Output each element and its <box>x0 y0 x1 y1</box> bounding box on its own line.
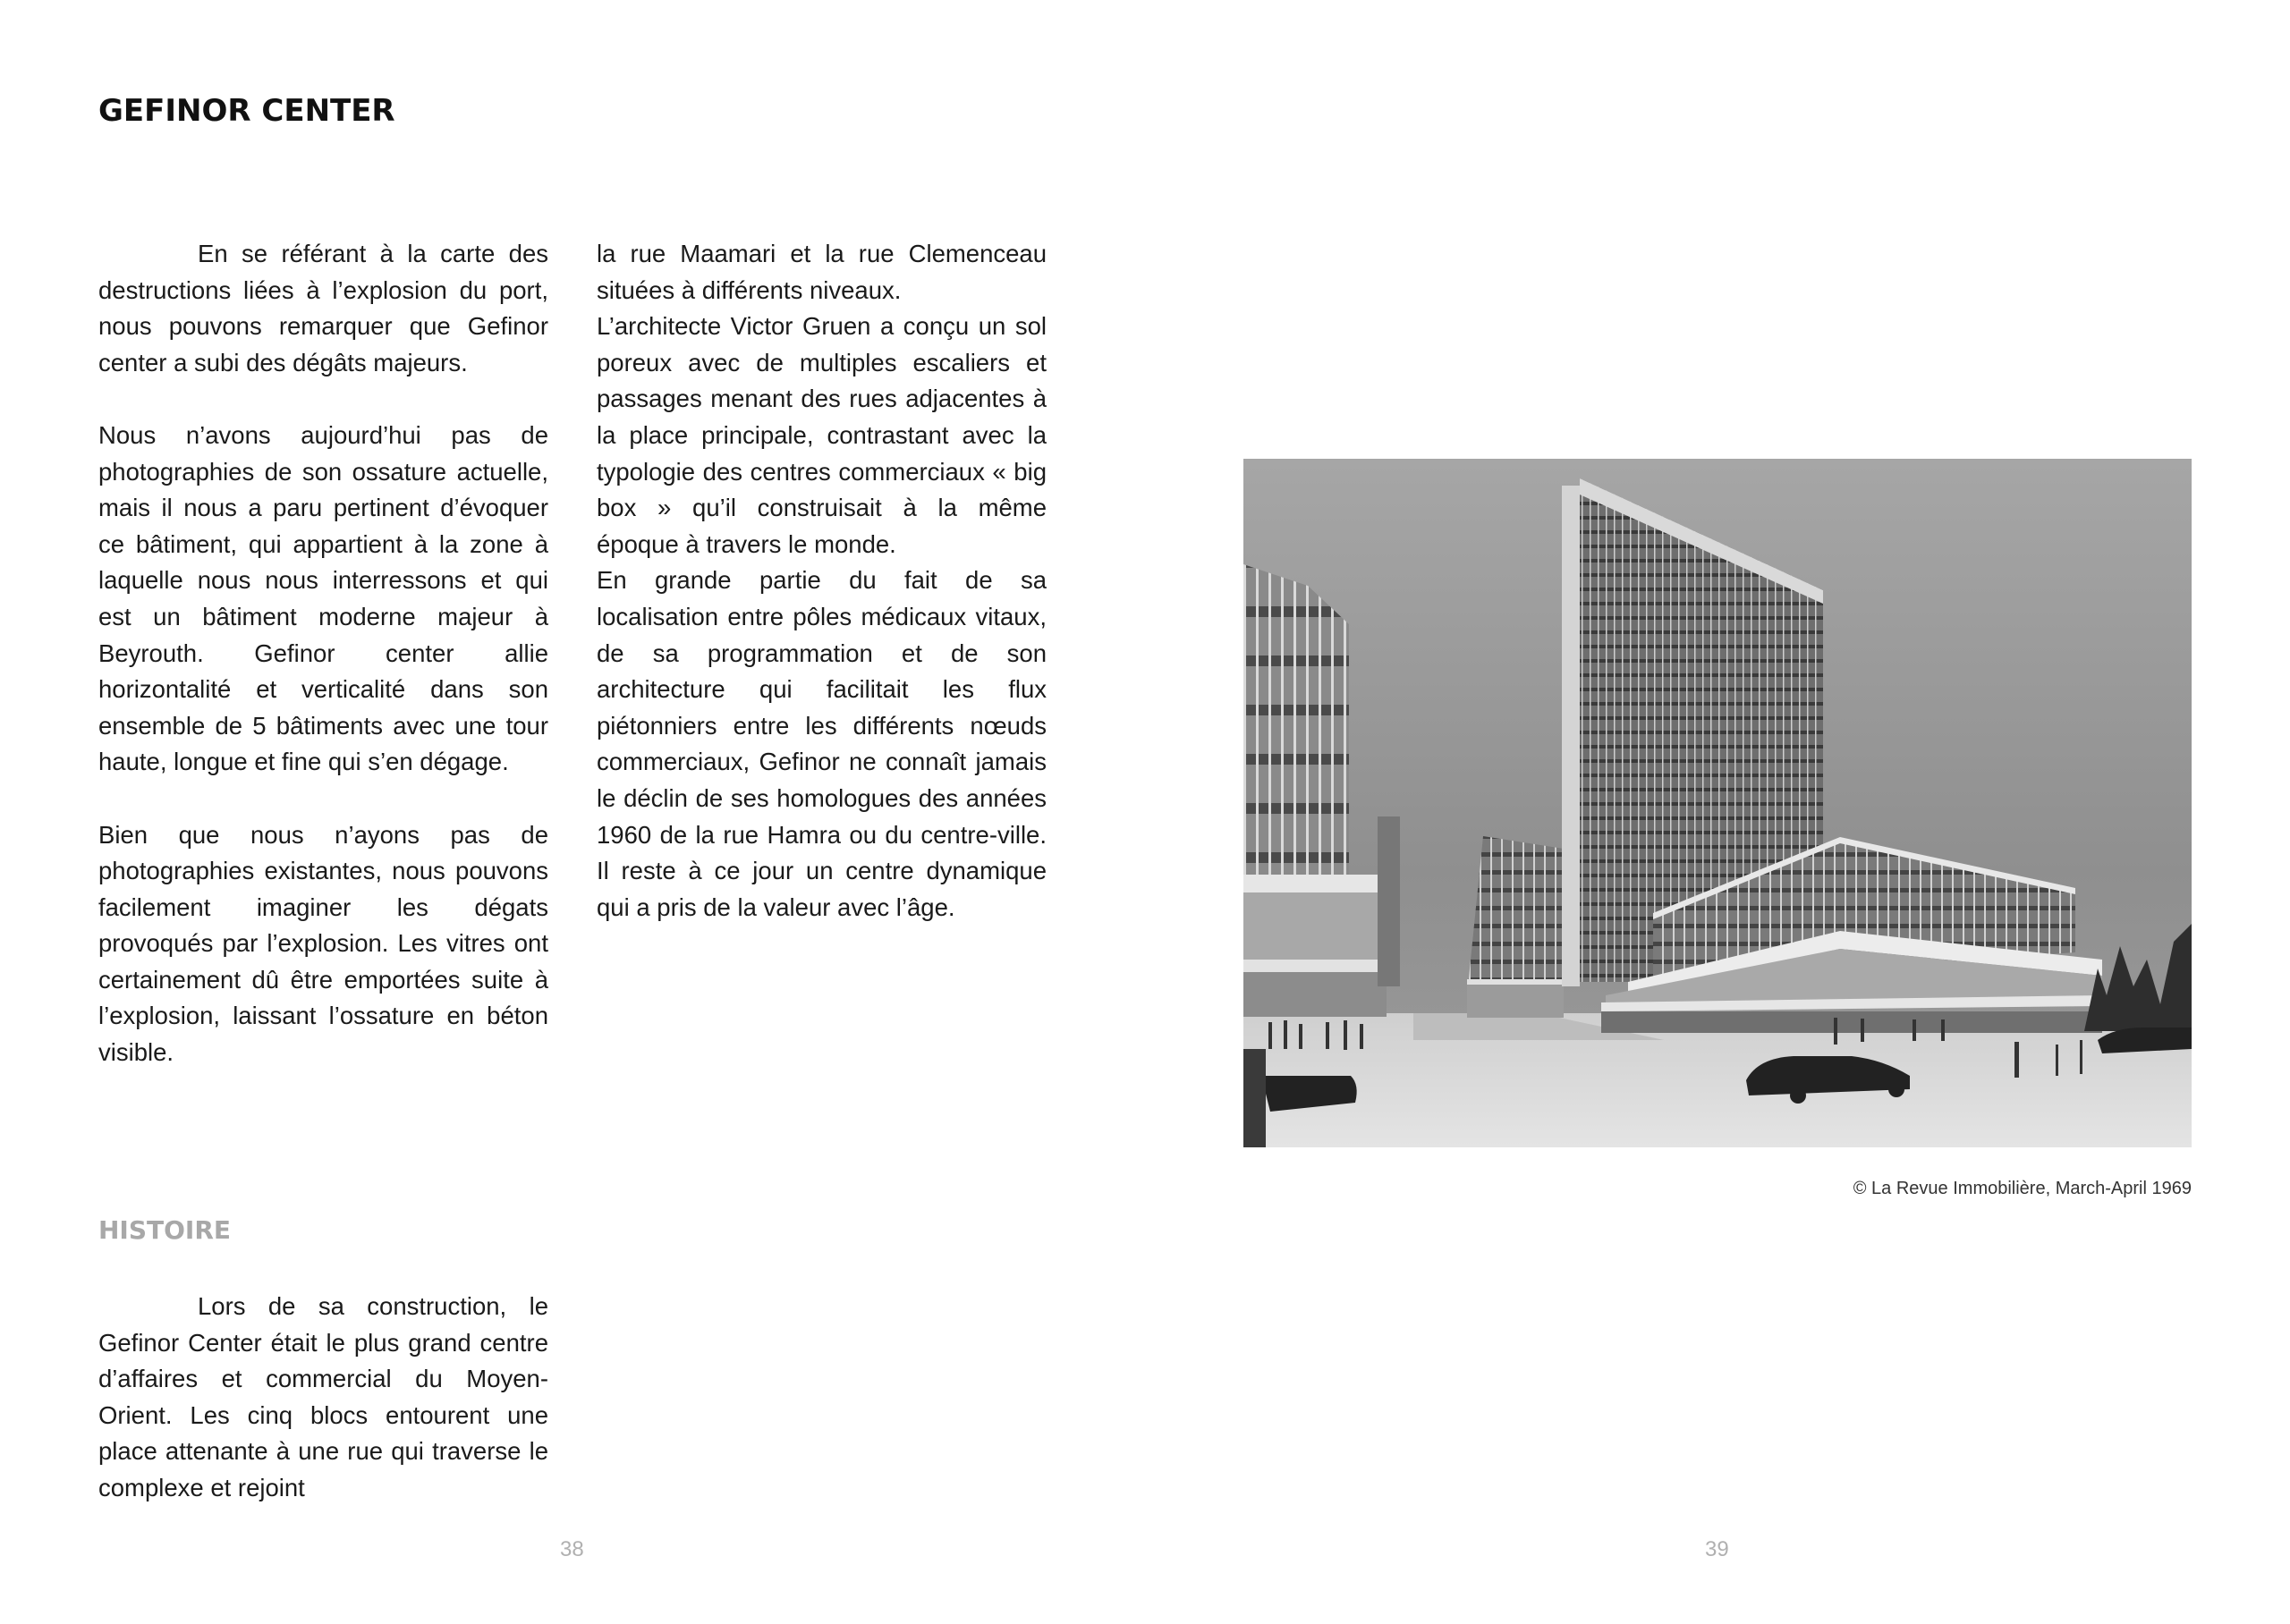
building-rendering-image <box>1243 459 2192 1147</box>
paragraph: En se référant à la carte des destructions liées à l’explosion du port, nous pouvons remarquer que Gefinor center a subi des dégâts majeurs. <box>98 240 548 376</box>
page-number-right: 39 <box>1705 1537 1729 1561</box>
page-number-left: 38 <box>560 1537 584 1561</box>
paragraph: L’architecte Victor Gruen a conçu un sol poreux avec de multiples escaliers et passages menant des rues adjacentes à la place principale, contrastant avec la typologie des centres commerciaux « big box » qu’il construisait à la même époque à travers le monde. <box>597 312 1047 558</box>
paragraph: En grande partie du fait de sa localisation entre pôles médicaux vitaux, de sa programmation et de son architecture qui facilitait les flux piétonniers entre les différents nœuds commerciaux, Gefinor ne connaît jamais le déclin de ses homologues des années 1960 de la rue Hamra ou du centre-ville. Il reste à ce jour un centre dynamique qui a pris de la valeur avec l’âge. <box>597 566 1047 921</box>
histoire-text <box>98 1289 548 1507</box>
page-title: GEFINOR CENTER <box>98 93 395 129</box>
paragraph: Bien que nous n’ayons pas de photographies existantes, nous pouvons facilement imaginer les dégats provoqués par l’explosion. Les vitres ont certainement dû être emportées suite à l’explosion, laissant l’ossature en béton visible. <box>98 820 548 1067</box>
left-text-column <box>98 236 548 1071</box>
right-text-column <box>597 236 1047 926</box>
paragraph: Lors de sa construction, le Gefinor Center était le plus grand centre d’affaires et commercial du Moyen-Orient. Les cinq blocs entourent une place attenante à une rue qui traverse le complexe et rejoint <box>98 1292 548 1501</box>
building-rendering-illustration <box>1243 459 2192 1147</box>
image-caption: © La Revue Immobilière, March-April 1969 <box>1853 1179 2192 1198</box>
paragraph: Nous n’avons aujourd’hui pas de photographies de son ossature actuelle, mais il nous a paru pertinent d’évoquer ce bâtiment, qui appartient à la zone à laquelle nous nous interressons et qui est un bâtiment moderne majeur à Beyrouth. Gefinor center allie horizontalité et verticalité dans son ensemble de 5 bâtiments avec une tour haute, longue et fine qui s’en dégage. <box>98 420 548 776</box>
paragraph: la rue Maamari et la rue Clemenceau situées à différents niveaux. <box>597 240 1047 304</box>
section-heading: HISTOIRE <box>98 1215 232 1245</box>
